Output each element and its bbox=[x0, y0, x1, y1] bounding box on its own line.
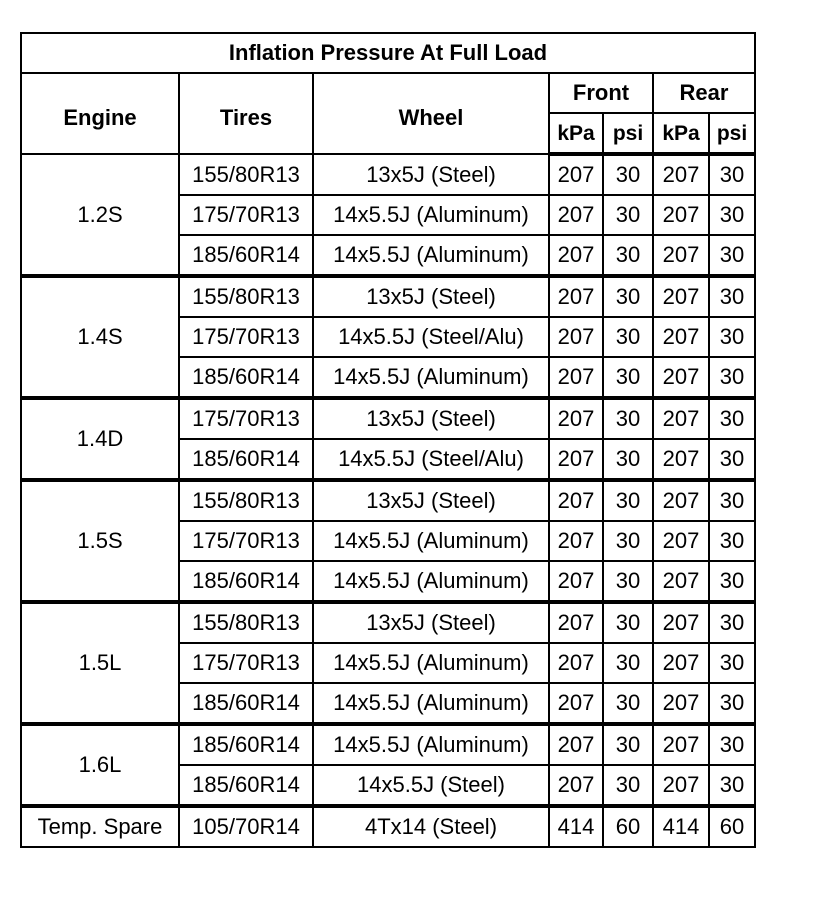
wheel-cell: 14x5.5J (Aluminum) bbox=[313, 643, 549, 683]
rear-kpa-cell: 207 bbox=[653, 521, 709, 561]
front-psi-cell: 30 bbox=[603, 398, 653, 439]
rear-kpa-cell: 207 bbox=[653, 480, 709, 521]
rear-kpa-cell: 207 bbox=[653, 276, 709, 317]
rear-kpa-cell: 207 bbox=[653, 357, 709, 398]
inflation-pressure-table bbox=[20, 32, 756, 848]
wheel-cell: 14x5.5J (Aluminum) bbox=[313, 561, 549, 602]
rear-psi-cell: 30 bbox=[709, 357, 755, 398]
wheel-cell: 13x5J (Steel) bbox=[313, 154, 549, 195]
rear-psi-cell: 30 bbox=[709, 643, 755, 683]
tire-size-cell: 185/60R14 bbox=[179, 439, 313, 480]
table-row bbox=[21, 806, 755, 847]
rear-psi-cell: 30 bbox=[709, 317, 755, 357]
tire-size-cell: 185/60R14 bbox=[179, 724, 313, 765]
front-psi-cell: 30 bbox=[603, 276, 653, 317]
front-kpa-cell: 207 bbox=[549, 317, 603, 357]
tire-size-cell: 185/60R14 bbox=[179, 561, 313, 602]
table-row bbox=[21, 602, 755, 643]
table-row bbox=[21, 724, 755, 765]
wheel-cell: 14x5.5J (Steel) bbox=[313, 765, 549, 806]
wheel-cell: 14x5.5J (Aluminum) bbox=[313, 357, 549, 398]
table-body bbox=[21, 154, 755, 847]
rear-kpa-cell: 207 bbox=[653, 317, 709, 357]
table-row bbox=[21, 398, 755, 439]
pressure-table-wrapper bbox=[20, 32, 756, 848]
rear-psi-cell: 30 bbox=[709, 561, 755, 602]
wheel-header: Wheel bbox=[313, 73, 549, 154]
front-header: Front bbox=[549, 73, 653, 113]
rear-kpa-cell: 207 bbox=[653, 195, 709, 235]
tire-size-cell: 185/60R14 bbox=[179, 235, 313, 276]
engine-cell: 1.5L bbox=[21, 602, 179, 724]
rear-psi-header: psi bbox=[709, 113, 755, 154]
front-psi-cell: 30 bbox=[603, 154, 653, 195]
wheel-cell: 14x5.5J (Aluminum) bbox=[313, 683, 549, 724]
rear-kpa-cell: 207 bbox=[653, 765, 709, 806]
table-row bbox=[21, 480, 755, 521]
rear-psi-cell: 30 bbox=[709, 480, 755, 521]
rear-kpa-cell: 207 bbox=[653, 643, 709, 683]
table-row bbox=[21, 154, 755, 195]
front-kpa-cell: 207 bbox=[549, 439, 603, 480]
front-psi-cell: 30 bbox=[603, 195, 653, 235]
table-row bbox=[21, 276, 755, 317]
rear-psi-cell: 30 bbox=[709, 724, 755, 765]
rear-psi-cell: 30 bbox=[709, 398, 755, 439]
wheel-cell: 14x5.5J (Steel/Alu) bbox=[313, 317, 549, 357]
tire-size-cell: 155/80R13 bbox=[179, 276, 313, 317]
rear-psi-cell: 30 bbox=[709, 439, 755, 480]
front-kpa-cell: 207 bbox=[549, 683, 603, 724]
wheel-cell: 14x5.5J (Aluminum) bbox=[313, 235, 549, 276]
front-kpa-cell: 207 bbox=[549, 398, 603, 439]
wheel-cell: 14x5.5J (Aluminum) bbox=[313, 724, 549, 765]
front-kpa-cell: 207 bbox=[549, 357, 603, 398]
wheel-cell: 13x5J (Steel) bbox=[313, 480, 549, 521]
front-kpa-cell: 207 bbox=[549, 235, 603, 276]
front-psi-cell: 30 bbox=[603, 317, 653, 357]
front-psi-cell: 30 bbox=[603, 357, 653, 398]
rear-kpa-cell: 207 bbox=[653, 398, 709, 439]
rear-kpa-cell: 207 bbox=[653, 439, 709, 480]
front-psi-cell: 60 bbox=[603, 806, 653, 847]
rear-kpa-cell: 414 bbox=[653, 806, 709, 847]
tire-size-cell: 185/60R14 bbox=[179, 765, 313, 806]
rear-kpa-cell: 207 bbox=[653, 683, 709, 724]
wheel-cell: 14x5.5J (Aluminum) bbox=[313, 521, 549, 561]
tire-size-cell: 155/80R13 bbox=[179, 602, 313, 643]
tires-header: Tires bbox=[179, 73, 313, 154]
rear-kpa-cell: 207 bbox=[653, 561, 709, 602]
front-kpa-cell: 207 bbox=[549, 643, 603, 683]
tire-size-cell: 175/70R13 bbox=[179, 317, 313, 357]
front-kpa-cell: 207 bbox=[549, 276, 603, 317]
tire-size-cell: 105/70R14 bbox=[179, 806, 313, 847]
front-kpa-cell: 207 bbox=[549, 480, 603, 521]
engine-header: Engine bbox=[21, 73, 179, 154]
wheel-cell: 4Tx14 (Steel) bbox=[313, 806, 549, 847]
rear-kpa-cell: 207 bbox=[653, 724, 709, 765]
tire-size-cell: 175/70R13 bbox=[179, 643, 313, 683]
front-kpa-cell: 207 bbox=[549, 724, 603, 765]
rear-psi-cell: 30 bbox=[709, 602, 755, 643]
rear-kpa-cell: 207 bbox=[653, 154, 709, 195]
rear-kpa-cell: 207 bbox=[653, 602, 709, 643]
engine-cell: 1.5S bbox=[21, 480, 179, 602]
front-kpa-header: kPa bbox=[549, 113, 603, 154]
tire-size-cell: 185/60R14 bbox=[179, 357, 313, 398]
rear-kpa-header: kPa bbox=[653, 113, 709, 154]
rear-header: Rear bbox=[653, 73, 755, 113]
rear-psi-cell: 30 bbox=[709, 195, 755, 235]
wheel-cell: 14x5.5J (Aluminum) bbox=[313, 195, 549, 235]
table-header bbox=[21, 33, 755, 154]
front-kpa-cell: 414 bbox=[549, 806, 603, 847]
front-psi-cell: 30 bbox=[603, 724, 653, 765]
front-psi-cell: 30 bbox=[603, 439, 653, 480]
rear-psi-cell: 30 bbox=[709, 235, 755, 276]
engine-cell: Temp. Spare bbox=[21, 806, 179, 847]
front-psi-cell: 30 bbox=[603, 521, 653, 561]
rear-psi-cell: 30 bbox=[709, 154, 755, 195]
front-psi-cell: 30 bbox=[603, 683, 653, 724]
front-psi-cell: 30 bbox=[603, 643, 653, 683]
front-psi-cell: 30 bbox=[603, 480, 653, 521]
front-kpa-cell: 207 bbox=[549, 561, 603, 602]
wheel-cell: 14x5.5J (Steel/Alu) bbox=[313, 439, 549, 480]
wheel-cell: 13x5J (Steel) bbox=[313, 602, 549, 643]
tire-size-cell: 175/70R13 bbox=[179, 521, 313, 561]
front-kpa-cell: 207 bbox=[549, 521, 603, 561]
rear-psi-cell: 30 bbox=[709, 276, 755, 317]
front-kpa-cell: 207 bbox=[549, 195, 603, 235]
rear-psi-cell: 30 bbox=[709, 683, 755, 724]
wheel-cell: 13x5J (Steel) bbox=[313, 398, 549, 439]
table-title: Inflation Pressure At Full Load bbox=[21, 33, 755, 73]
front-psi-cell: 30 bbox=[603, 235, 653, 276]
front-psi-cell: 30 bbox=[603, 765, 653, 806]
tire-size-cell: 155/80R13 bbox=[179, 480, 313, 521]
tire-size-cell: 175/70R13 bbox=[179, 195, 313, 235]
wheel-cell: 13x5J (Steel) bbox=[313, 276, 549, 317]
engine-cell: 1.4S bbox=[21, 276, 179, 398]
rear-psi-cell: 60 bbox=[709, 806, 755, 847]
tire-size-cell: 185/60R14 bbox=[179, 683, 313, 724]
rear-kpa-cell: 207 bbox=[653, 235, 709, 276]
engine-cell: 1.4D bbox=[21, 398, 179, 480]
rear-psi-cell: 30 bbox=[709, 521, 755, 561]
front-kpa-cell: 207 bbox=[549, 765, 603, 806]
front-psi-cell: 30 bbox=[603, 602, 653, 643]
front-psi-cell: 30 bbox=[603, 561, 653, 602]
rear-psi-cell: 30 bbox=[709, 765, 755, 806]
tire-size-cell: 175/70R13 bbox=[179, 398, 313, 439]
front-kpa-cell: 207 bbox=[549, 602, 603, 643]
tire-size-cell: 155/80R13 bbox=[179, 154, 313, 195]
engine-cell: 1.6L bbox=[21, 724, 179, 806]
front-kpa-cell: 207 bbox=[549, 154, 603, 195]
front-psi-header: psi bbox=[603, 113, 653, 154]
engine-cell: 1.2S bbox=[21, 154, 179, 276]
